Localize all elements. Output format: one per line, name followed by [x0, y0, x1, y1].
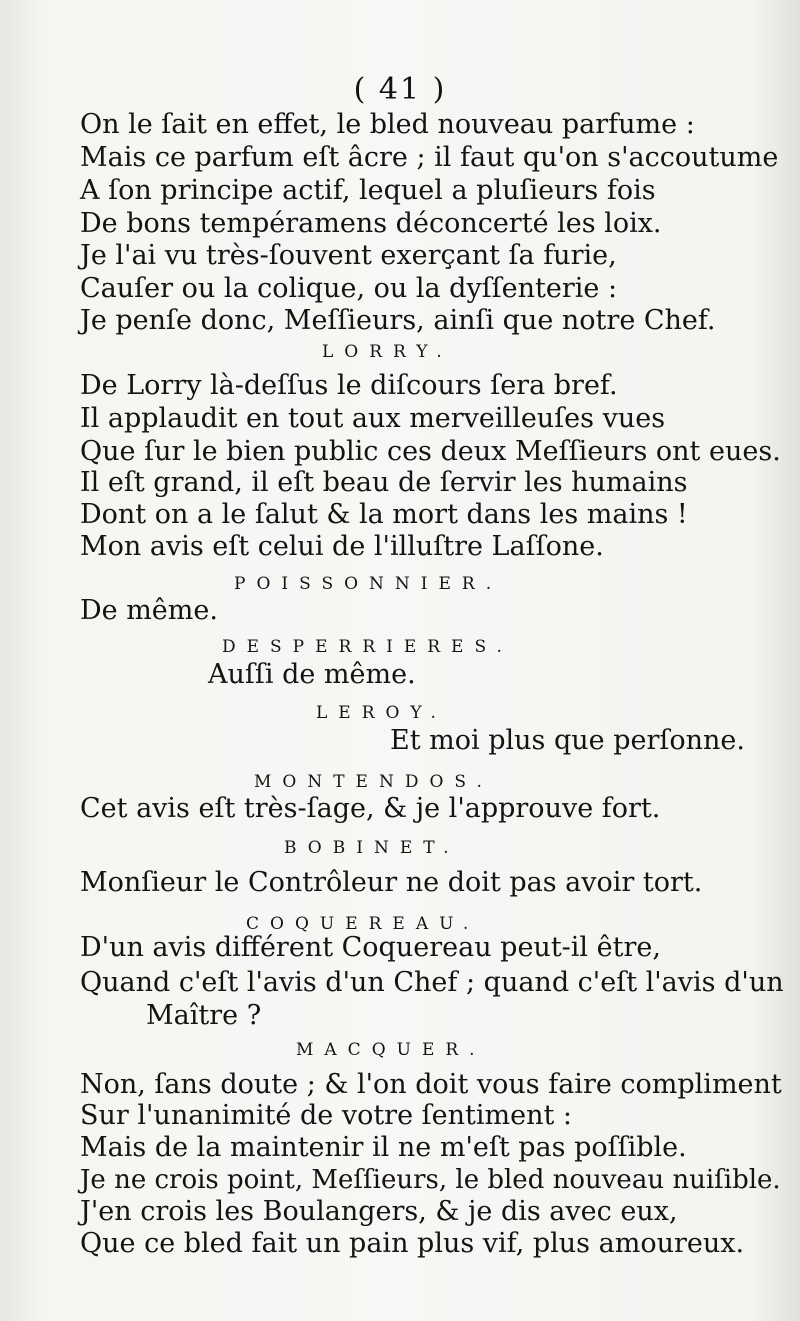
speaker-name: MACQUER. [296, 1040, 486, 1060]
verse-line: De même. [80, 595, 218, 626]
speaker-name: COQUEREAU. [246, 914, 480, 934]
verse-line: Mon avis eſt celui de l'illuſtre Laſſone. [80, 531, 604, 562]
verse-line: D'un avis différent Coquereau peut-il être, [80, 932, 661, 963]
verse-line: De Lorry là-deſſus le diſcours ſera bref. [80, 370, 618, 401]
verse-line: Monſieur le Contrôleur ne doit pas avoir tort. [80, 867, 703, 898]
verse-line: Maître ? [146, 1000, 262, 1031]
verse-line: Auſſi de même. [208, 659, 416, 690]
speaker-name: POISSONNIER. [234, 574, 503, 594]
verse-line: Quand c'eſt l'avis d'un Chef ; quand c'eſt l'avis d'un [80, 967, 784, 998]
speaker-name: LEROY. [316, 703, 447, 723]
verse-line: Je l'ai vu très-ſouvent exerçant ſa furie, [80, 240, 617, 271]
verse-line: Que ſur le bien public ces deux Meſſieurs ont eues. [80, 436, 781, 467]
verse-line: Cauſer ou la colique, ou la dyſſenterie : [80, 273, 618, 304]
verse-line: De bons tempéramens déconcerté les loix. [80, 208, 662, 239]
verse-line: On le ſait en effet, le bled nouveau parfume : [80, 109, 695, 140]
verse-line: Mais ce parfum eſt âcre ; il faut qu'on s'accoutume [80, 142, 779, 173]
page-number: ( 41 ) [353, 72, 447, 107]
verse-line: Non, ſans doute ; & l'on doit vous faire compliment [80, 1069, 782, 1100]
speaker-name: BOBINET. [284, 838, 460, 858]
verse-line: Que ce bled fait un pain plus vif, plus amoureux. [80, 1228, 745, 1259]
verse-line: A ſon principe actif, lequel a pluſieurs fois [80, 175, 656, 206]
verse-line: J'en crois les Boulangers, & je dis avec eux, [80, 1196, 678, 1227]
verse-line: Cet avis eſt très-ſage, & je l'approuve fort. [80, 793, 661, 824]
verse-line: Il applaudit en tout aux merveilleuſes vues [80, 403, 666, 434]
speaker-name: LORRY. [322, 342, 453, 362]
verse-line: Il eſt grand, il eſt beau de ſervir les humains [80, 467, 688, 498]
verse-line: Mais de la maintenir il ne m'eſt pas poſſible. [80, 1132, 687, 1163]
verse-line: Je ne crois point, Meſſieurs, le bled nouveau nuiſible. [80, 1165, 781, 1195]
speaker-name: MONTENDOS. [254, 772, 493, 792]
verse-line: Et moi plus que perſonne. [390, 725, 745, 756]
speaker-name: DESPERRIERES. [222, 637, 513, 657]
verse-line: Sur l'unanimité de votre ſentiment : [80, 1100, 572, 1131]
verse-line: Dont on a le ſalut & la mort dans les mains ! [80, 499, 688, 530]
verse-line: Je penſe donc, Meſſieurs, ainſi que notre Chef. [80, 305, 716, 336]
